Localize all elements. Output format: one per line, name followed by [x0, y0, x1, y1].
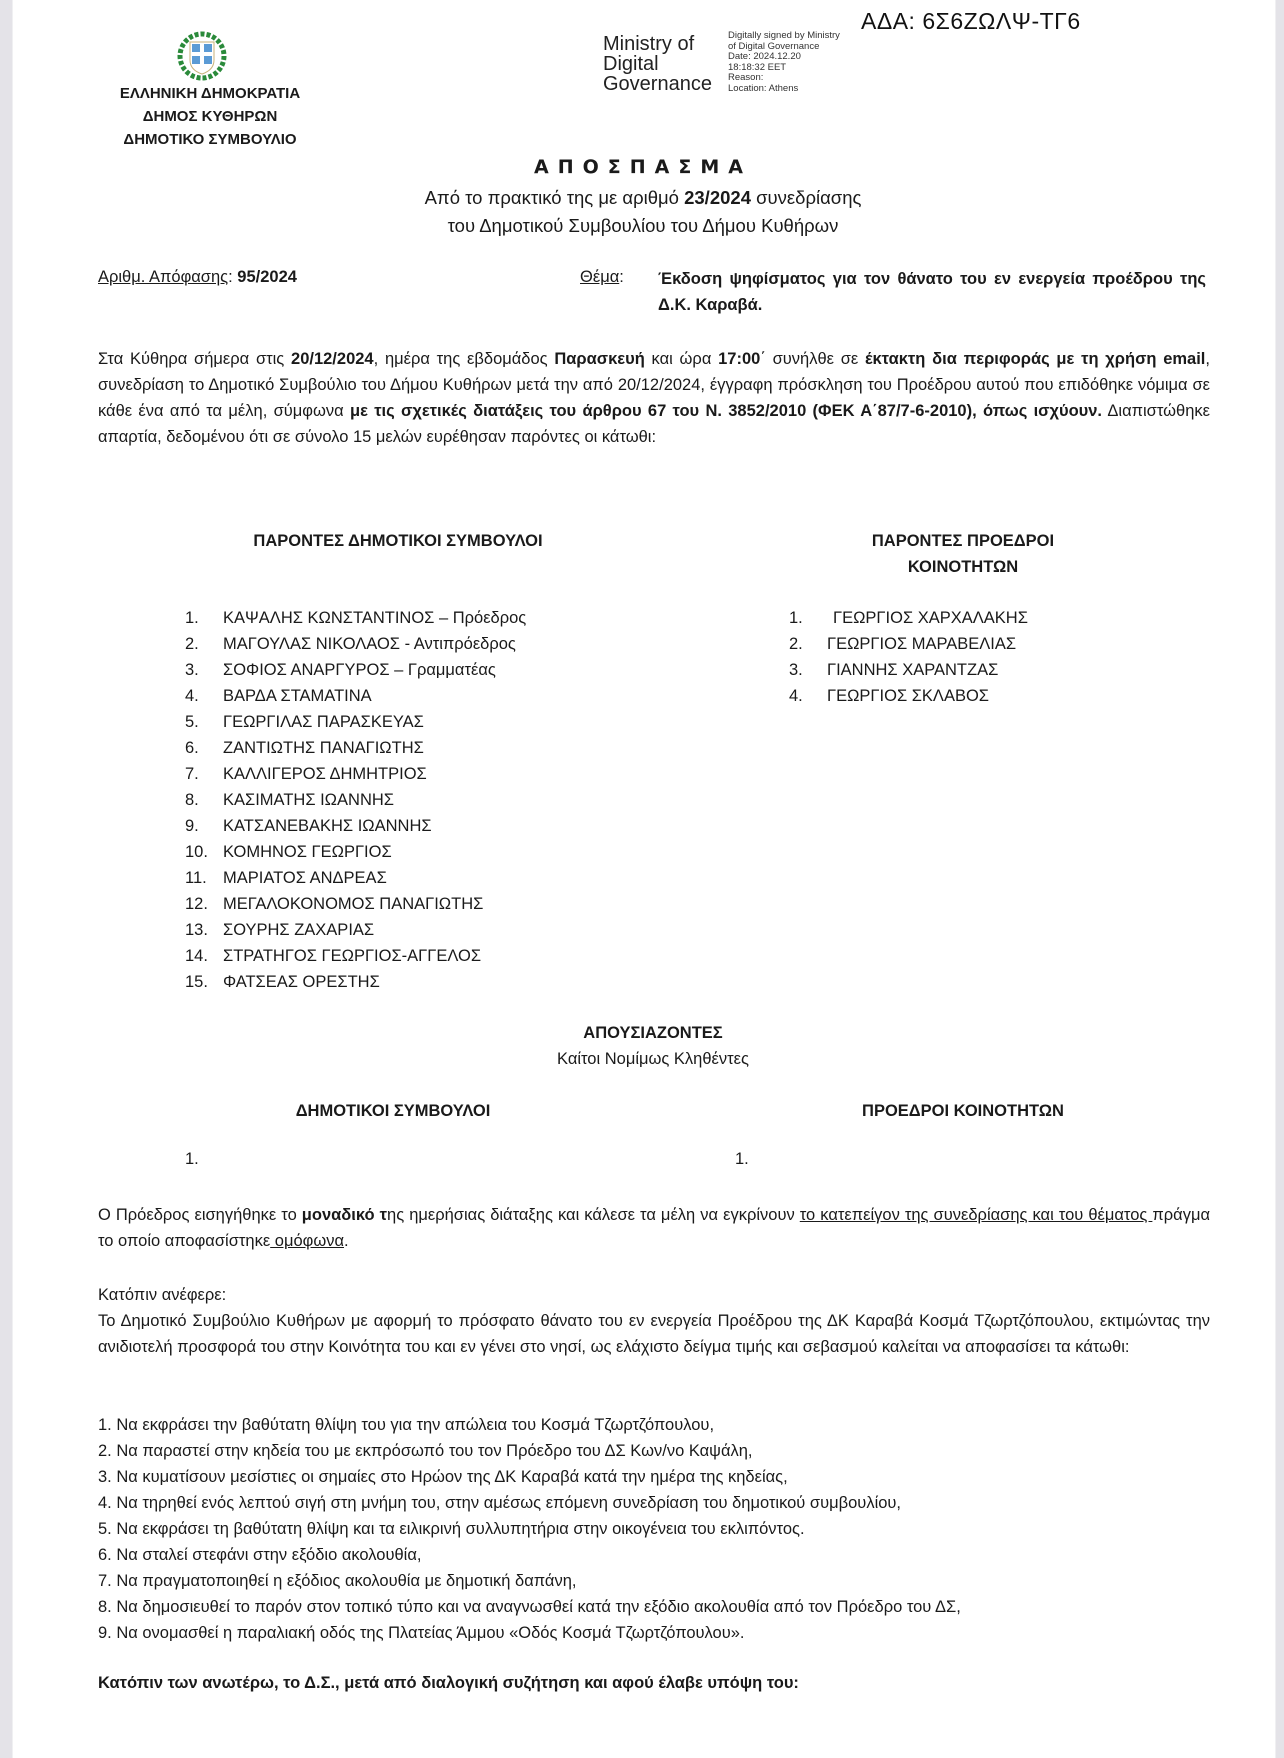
present-presidents-heading	[813, 528, 1113, 580]
list-item: 10. ΚΟΜΗΝΟΣ ΓΕΩΡΓΙΟΣ	[185, 843, 392, 861]
heading-line: ΚΟΙΝΟΤΗΤΩΝ	[907, 558, 1019, 576]
list-item: 4. ΓΕΩΡΓΙΟΣ ΣΚΛΑΒΟΣ	[789, 687, 989, 705]
absent-presidents-list: 1.	[735, 1150, 749, 1168]
decision-number-value: 95/2024	[237, 268, 297, 286]
heading-line: ΠΑΡΟΝΤΕΣ ΠΡΟΕΔΡΟΙ	[871, 532, 1055, 550]
absent-councillors-list: 1.	[185, 1150, 199, 1168]
decision-number-label: Αριθμ. Απόφασης	[98, 268, 229, 286]
list-item: 8. ΚΑΣΙΜΑΤΗΣ ΙΩΑΝΝΗΣ	[185, 791, 394, 809]
resolution-item: 9. Να ονομασθεί η παραλιακή οδός της Πλατείας Άμμου «Οδός Κοσμά Τζωρτζόπουλου».	[98, 1624, 745, 1642]
ministry-name	[603, 34, 712, 94]
signature-line: Digitally signed by Ministry	[728, 30, 840, 41]
document-page	[12, 0, 1276, 1758]
ministry-line: Ministry of	[603, 33, 695, 55]
signature-line: of Digital Governance	[728, 40, 820, 52]
resolution-item: 6. Να σταλεί στεφάνι στην εξόδιο ακολουθία,	[98, 1546, 422, 1564]
org-line: ΔΗΜΟΣ ΚΥΘΗΡΩΝ	[142, 108, 278, 125]
org-line: ΕΛΛΗΝΙΚΗ ΔΗΜΟΚΡΑΤΙΑ	[119, 85, 301, 102]
ministry-line: Governance	[603, 73, 712, 95]
list-item: 3. ΣΟΦΙΟΣ ΑΝΑΡΓΥΡΟΣ – Γραμματέας	[185, 661, 496, 679]
list-item: 11. ΜΑΡΙΑΤΟΣ ΑΝΔΡΕΑΣ	[185, 869, 387, 887]
list-item: 2. ΓΕΩΡΓΙΟΣ ΜΑΡΑΒΕΛΙΑΣ	[789, 635, 1017, 653]
minutes-number: 23/2024	[684, 187, 751, 208]
intro-paragraph: Στα Κύθηρα σήμερα στις 20/12/2024, ημέρα της εβδομάδος Παρασκευή και ώρα 17:00΄ συνήλθε σε έκτακτη δια περιφοράς με τη χρήση email, συνεδρίαση το Δημοτικό Συμβούλιο του Δήμου Κυθήρων μετά την από 20/12/2024, έγγραφη πρόσκληση του Προέδρου αυτού που επιδόθηκε νόμιμα σε κάθε ένα από τα μέλη, σύμφωνα με τις σχετικές διατάξεις του άρθρου 67 του Ν. 3852/2010 (ΦΕΚ Α΄87/7-6-2010), όπως ισχύουν. Διαπιστώθηκε απαρτία, δεδομένου ότι σε σύνολο 15 μελών ευρέθησαν παρόντες οι κάτωθι:	[98, 350, 1210, 446]
subject-label-text: Θέμα	[580, 268, 620, 286]
present-councillors-heading: ΠΑΡΟΝΤΕΣ ΔΗΜΟΤΙΚΟΙ ΣΥΜΒΟΥΛΟΙ	[253, 532, 543, 550]
present-presidents-list	[789, 605, 1149, 709]
org-line: ΔΗΜΟΤΙΚΟ ΣΥΜΒΟΥΛΙΟ	[123, 131, 297, 148]
subtitle-text: συνεδρίασης	[750, 187, 862, 208]
subject-text: Έκδοση ψηφίσματος για τον θάνατο του εν ενεργεία προέδρου της Δ.Κ. Καραβά.	[658, 270, 1206, 314]
proposal-paragraph: Ο Πρόεδρος εισηγήθηκε το μοναδικό της ημερήσιας διάταξης και κάλεσε τα μέλη να εγκρίνουν το κατεπείγον της συνεδρίασης και του θέματος πράγμα το οποίο αποφασίστηκε ομόφωνα.	[98, 1206, 1210, 1250]
resolutions-list	[98, 1412, 1210, 1646]
report-lead: Κατόπιν ανέφερε:	[98, 1286, 227, 1304]
decision-number: Αριθμ. Απόφασης: 95/2024	[98, 268, 297, 286]
absent-councillors-heading: ΔΗΜΟΤΙΚΟΙ ΣΥΜΒΟΥΛΟΙ	[295, 1102, 491, 1120]
signature-line: Reason:	[728, 72, 764, 83]
ada-code: ΑΔΑ: 6Σ6ΖΩΛΨ-ΤΓ6	[861, 8, 1081, 34]
digital-signature	[728, 31, 840, 94]
absent-presidents-heading: ΠΡΟΕΔΡΟΙ ΚΟΙΝΟΤΗΤΩΝ	[862, 1102, 1064, 1120]
resolution-item: 1. Να εκφράσει την βαθύτατη θλίψη του για την απώλεια του Κοσμά Τζωρτζόπουλου,	[98, 1416, 715, 1434]
report-paragraph	[98, 1282, 1210, 1360]
document-subtitle	[313, 184, 973, 240]
list-item: 1. ΚΑΨΑΛΗΣ ΚΩΝΣΤΑΝΤΙΝΟΣ – Πρόεδρος	[185, 609, 527, 627]
closing-statement: Κατόπιν των ανωτέρω, το Δ.Σ., μετά από διαλογική συζήτηση και αφού έλαβε υπόψη του:	[98, 1674, 799, 1692]
ministry-line: Digital	[603, 53, 659, 75]
greek-coat-of-arms-icon	[176, 30, 228, 82]
absent-subheading: Καίτοι Νομίμως Κληθέντες	[557, 1050, 749, 1068]
present-councillors-list	[185, 605, 605, 995]
document-title: ΑΠΟΣΠΑΣΜΑ	[534, 156, 752, 178]
subtitle-text: Από το πρακτικό της με αριθμό	[424, 187, 685, 208]
absent-heading: ΑΠΟΥΣΙΑΖΟΝΤΕΣ	[583, 1024, 723, 1042]
subject-label: Θέμα:	[580, 268, 624, 286]
list-item: 14. ΣΤΡΑΤΗΓΟΣ ΓΕΩΡΓΙΟΣ-ΑΓΓΕΛΟΣ	[185, 947, 482, 965]
list-item: 1. ΓΕΩΡΓΙΟΣ ΧΑΡΧΑΛΑΚΗΣ	[789, 609, 1028, 627]
list-item: 13. ΣΟΥΡΗΣ ΖΑΧΑΡΙΑΣ	[185, 921, 375, 939]
report-text: Το Δημοτικό Συμβούλιο Κυθήρων με αφορμή το πρόσφατο θάνατο του εν ενεργεία Προέδρου της ΔΚ Καραβά Κοσμά Τζωρτζόπουλου, εκτιμώντας την ανιδιοτελή προσφορά του στην Κοινότητα του και εν γένει στο νησί, ως ελάχιστο δείγμα τιμής και σεβασμού καλείται να αποφασίσει τα κάτωθι:	[98, 1312, 1210, 1356]
list-item: 12. ΜΕΓΑΛΟΚΟΝΟΜΟΣ ΠΑΝΑΓΙΩΤΗΣ	[185, 895, 484, 913]
signature-line: Location: Athens	[728, 82, 799, 94]
list-item: 4. ΒΑΡΔΑ ΣΤΑΜΑΤΙΝΑ	[185, 687, 372, 705]
list-item: 15. ΦΑΤΣΕΑΣ ΟΡΕΣΤΗΣ	[185, 973, 380, 991]
issuing-authority	[101, 82, 319, 151]
list-item: 9. ΚΑΤΣΑΝΕΒΑΚΗΣ ΙΩΑΝΝΗΣ	[185, 817, 432, 835]
signature-line: 18:18:32 EET	[728, 61, 787, 73]
list-item: 3. ΓΙΑΝΝΗΣ ΧΑΡΑΝΤΖΑΣ	[789, 661, 999, 679]
subtitle-line-2: του Δημοτικού Συμβουλίου του Δήμου Κυθήρων	[447, 215, 839, 236]
resolution-item: 3. Να κυματίσουν μεσίστιες οι σημαίες στο Ηρώον της ΔΚ Καραβά κατά την ημέρα της κηδείας,	[98, 1468, 788, 1486]
signature-line: Date: 2024.12.20	[728, 51, 801, 62]
list-item: 7. ΚΑΛΛΙΓΕΡΟΣ ΔΗΜΗΤΡΙΟΣ	[185, 765, 427, 783]
resolution-item: 8. Να δημοσιευθεί το παρόν στον τοπικό τύπο και να αναγνωσθεί κατά την εξόδιο ακολουθία από τον Πρόεδρο του ΔΣ,	[98, 1598, 961, 1616]
resolution-item: 7. Να πραγματοποιηθεί η εξόδιος ακολουθία με δημοτική δαπάνη,	[98, 1572, 577, 1590]
resolution-item: 4. Να τηρηθεί ενός λεπτού σιγή στη μνήμη του, στην αμέσως επόμενη συνεδρίαση του δημοτικού συμβουλίου,	[98, 1494, 902, 1512]
list-item: 2. ΜΑΓΟΥΛΑΣ ΝΙΚΟΛΑΟΣ - Αντιπρόεδρος	[185, 635, 516, 653]
resolution-item: 2. Να παραστεί στην κηδεία του με εκπρόσωπό του τον Πρόεδρο του ΔΣ Κων/νο Καψάλη,	[98, 1442, 753, 1460]
resolution-item: 5. Να εκφράσει τη βαθύτατη θλίψη και τα ειλικρινή συλλυπητήρια στην οικογένεια του εκλιπόντος.	[98, 1520, 805, 1538]
list-item: 6. ΖΑΝΤΙΩΤΗΣ ΠΑΝΑΓΙΩΤΗΣ	[185, 739, 424, 757]
list-item: 5. ΓΕΩΡΓΙΛΑΣ ΠΑΡΑΣΚΕΥΑΣ	[185, 713, 424, 731]
